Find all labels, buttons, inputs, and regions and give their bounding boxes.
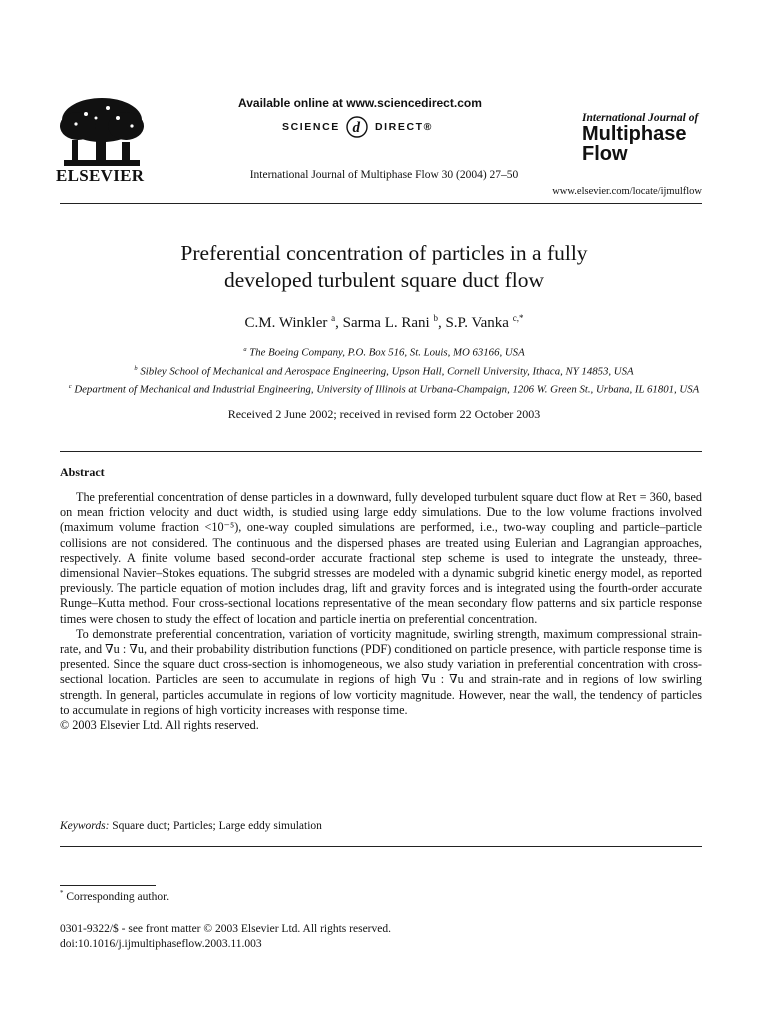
author-separator: , [437, 315, 446, 331]
corresponding-author-note [60, 890, 169, 903]
title-line-2: developed turbulent square duct flow [223, 268, 544, 292]
author-affil-mark: c,* [512, 313, 524, 323]
author-name: S.P. Vanka [445, 315, 509, 331]
affiliation-a [40, 342, 728, 361]
journal-name-line3: Flow [582, 143, 628, 165]
journal-reference: International Journal of Multiphase Flow 30 (2004) 27–50 [249, 169, 519, 181]
footnote-mark: * [60, 890, 64, 897]
footnote-rule [60, 885, 156, 886]
author-affil-mark: a [331, 313, 336, 323]
author-list [0, 313, 768, 332]
footnote-text: Corresponding author. [66, 890, 170, 903]
publisher-logo-text: ELSEVIER [56, 166, 145, 185]
article-title [0, 240, 768, 294]
available-online-text[interactable]: Available online at www.sciencedirect.com [238, 96, 482, 110]
author-name: C.M. Winkler [244, 315, 328, 331]
received-dates: Received 2 June 2002; received in revised form 22 October 2003 [227, 407, 541, 421]
header-divider [60, 203, 702, 204]
affiliations [40, 342, 728, 398]
affil-mark: c [68, 383, 72, 391]
affiliation-b [40, 361, 728, 380]
affiliation-c [40, 379, 728, 398]
sciencedirect-left: SCIENCE [282, 120, 340, 133]
sciencedirect-right: DIRECT® [374, 120, 433, 133]
abstract-paragraph-2: To demonstrate preferential concentration, variation of vorticity magnitude, swirling strength, maximum compressional strain-rate, and ∇u : ∇u, and their probability distribution functions (PDF) conditioned on particle presence, with particle response time is presented. Since the square duct cross-section is inhomogeneous, we also study variation in preferential concentration with cross-sectional location. Particles are seen to accumulate in regions of high ∇u : ∇u and strain-rate and in regions of low swirling strength. In general, particles accumulate in regions of low vorticity magnitude. However, near the wall, the tendency of particles to accumulate in regions of high vorticity increases with response time. [60, 626, 702, 717]
author-name: Sarma L. Rani [342, 315, 430, 331]
affil-mark: b [134, 364, 138, 372]
journal-name-logo [582, 112, 698, 164]
svg-text:d: d [352, 120, 362, 136]
abstract-copyright: © 2003 Elsevier Ltd. All rights reserved. [60, 718, 259, 733]
journal-name-line2: Multiphase [582, 123, 687, 145]
keywords-text: Square duct; Particles; Large eddy simulation [112, 820, 322, 832]
keywords-label: Keywords: [60, 820, 110, 832]
issn-copyright-line: 0301-9322/$ - see front matter © 2003 Elsevier Ltd. All rights reserved. [60, 923, 391, 935]
author-separator: , [335, 315, 343, 331]
title-line-1: Preferential concentration of particles in a fully [180, 241, 588, 265]
abstract-paragraph-1: The preferential concentration of dense particles in a downward, fully developed turbulent square duct flow at Reτ = 360, based on mean friction velocity and duct width, is studied using large eddy simulations. Due to the low volume fractions involved (maximum volume fraction <10⁻⁵), one-way coupled simulations are performed, i.e., two-way coupling and particle–particle collisions are not considered. The continuous and the dispersed phases are treated using Eulerian and Lagrangian approaches, respectively. A finite volume based second-order accurate fractional step scheme is used to integrate the unsteady, three-dimensional Navier–Stokes equations. The subgrid stresses are modeled with a dynamic subgrid kinetic energy model, as reported previously. The particle equation of motion includes drag, lift and gravity forces and is integrated using the fourth-order accurate Runge–Kutta method. Four cross-sectional locations representative of the mean secondary flow patterns and six particle response times were chosen to study the effect of location and particle inertia on preferential concentration. [60, 490, 702, 626]
elsevier-tree-logo [56, 96, 148, 172]
affil-text: Department of Mechanical and Industrial Engineering, University of Illinois at Urbana-Champaign, 1206 W. Green St., Urbana, IL 61801, USA [74, 383, 700, 396]
keywords [60, 820, 322, 832]
journal-url-link[interactable]: www.elsevier.com/locate/ijmulflow [552, 186, 702, 197]
author-affil-mark: b [433, 313, 438, 323]
affil-mark: a [243, 346, 247, 353]
sciencedirect-d-icon [344, 116, 370, 138]
abstract-heading: Abstract [60, 465, 105, 479]
abstract-top-divider [60, 451, 702, 452]
doi-link[interactable]: doi:10.1016/j.ijmultiphaseflow.2003.11.003 [60, 938, 262, 950]
affil-text: Sibley School of Mechanical and Aerospace Engineering, Upson Hall, Cornell University, Ithaca, NY 14853, USA [140, 365, 634, 378]
front-matter [60, 922, 391, 952]
journal-name-line1: International Journal of [582, 112, 699, 124]
abstract-body [60, 490, 702, 733]
affil-text: The Boeing Company, P.O. Box 516, St. Louis, MO 63166, USA [249, 346, 525, 359]
sciencedirect-logo [282, 116, 433, 138]
abstract-bottom-divider [60, 846, 702, 847]
